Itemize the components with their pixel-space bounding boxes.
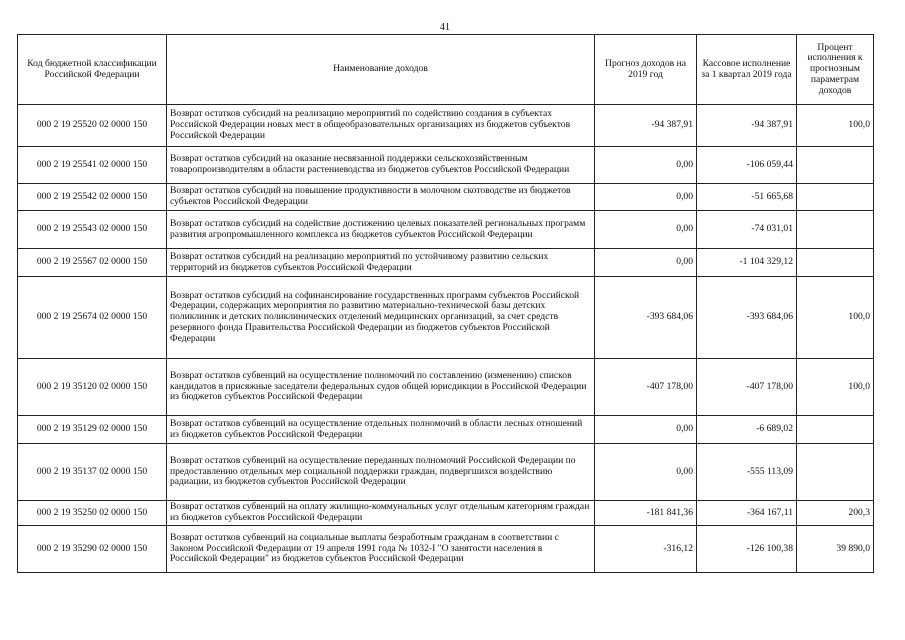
row-percent <box>797 184 874 211</box>
header-code: Код бюджетной классификации Российской Федерации <box>18 35 167 105</box>
table-row <box>18 211 874 249</box>
row-forecast: -407 178,00 <box>595 359 697 416</box>
row-percent: 39 890,0 <box>797 526 874 573</box>
revenue-table <box>17 34 874 573</box>
row-percent <box>797 211 874 249</box>
row-cash: -1 104 329,12 <box>697 249 797 277</box>
table-row <box>18 184 874 211</box>
row-forecast: -181 841,36 <box>595 501 697 526</box>
row-cash: -126 100,38 <box>697 526 797 573</box>
row-forecast: 0,00 <box>595 444 697 501</box>
header-cash: Кассовое исполнение за 1 квартал 2019 года <box>697 35 797 105</box>
row-name: Возврат остатков субвенций на оплату жилищно-коммунальных услуг отдельным категориям граждан из бюджетов субъектов Российской Федерации <box>167 501 595 526</box>
row-code: 000 2 19 35137 02 0000 150 <box>18 444 167 501</box>
row-percent <box>797 249 874 277</box>
row-forecast: 0,00 <box>595 147 697 184</box>
table-row <box>18 526 874 573</box>
table-row <box>18 105 874 147</box>
row-cash: -106 059,44 <box>697 147 797 184</box>
row-cash: -94 387,91 <box>697 105 797 147</box>
row-percent: 100,0 <box>797 105 874 147</box>
row-code: 000 2 19 25541 02 0000 150 <box>18 147 167 184</box>
table-row <box>18 501 874 526</box>
table-row <box>18 444 874 501</box>
row-forecast: 0,00 <box>595 211 697 249</box>
row-code: 000 2 19 25542 02 0000 150 <box>18 184 167 211</box>
row-percent <box>797 416 874 444</box>
table-row <box>18 359 874 416</box>
row-code: 000 2 19 35290 02 0000 150 <box>18 526 167 573</box>
page-number: 41 <box>440 22 450 33</box>
row-name: Возврат остатков субвенций на социальные выплаты безработным гражданам в соответствии с Законом Российской Федерации от 19 апреля 1991 года № 1032-I "О занятости населения в Российской Федерации" из бюджетов субъектов Российской Федерации <box>167 526 595 573</box>
row-name: Возврат остатков субвенций на осуществление полномочий по составлению (изменению) списков кандидатов в присяжные заседатели федеральных судов общей юрисдикции в Российской Федерации из бюджетов субъектов Российской Федерации <box>167 359 595 416</box>
row-cash: -555 113,09 <box>697 444 797 501</box>
header-forecast: Прогноз доходов на 2019 год <box>595 35 697 105</box>
table-row <box>18 147 874 184</box>
row-name: Возврат остатков субсидий на содействие достижению целевых показателей региональных программ развития агропромышленного комплекса из бюджетов субъектов Российской Федерации <box>167 211 595 249</box>
table-row <box>18 277 874 359</box>
row-name: Возврат остатков субсидий на реализацию мероприятий по устойчивому развитию сельских территорий из бюджетов субъектов Российской Федерации <box>167 249 595 277</box>
row-forecast: -316,12 <box>595 526 697 573</box>
row-name: Возврат остатков субвенций на осуществление переданных полномочий Российской Федерации по предоставлению отдельных мер социальной поддержки граждан, подвергшихся воздействию радиации, из бюджетов субъектов Российской Федерации <box>167 444 595 501</box>
row-code: 000 2 19 25567 02 0000 150 <box>18 249 167 277</box>
row-cash: -51 665,68 <box>697 184 797 211</box>
row-code: 000 2 19 25674 02 0000 150 <box>18 277 167 359</box>
row-percent <box>797 147 874 184</box>
row-percent: 200,3 <box>797 501 874 526</box>
row-cash: -407 178,00 <box>697 359 797 416</box>
row-name: Возврат остатков субвенций на осуществление отдельных полномочий в области лесных отношений из бюджетов субъектов Российской Федерации <box>167 416 595 444</box>
header-name: Наименование доходов <box>167 35 595 105</box>
row-percent <box>797 444 874 501</box>
row-cash: -74 031,01 <box>697 211 797 249</box>
row-name: Возврат остатков субсидий на реализацию мероприятий по содействию создания в субъектах Российской Федерации новых мест в общеобразовательных организациях из бюджетов субъектов Российской Федерации <box>167 105 595 147</box>
row-name: Возврат остатков субсидий на повышение продуктивности в молочном скотоводстве из бюджетов субъектов Российской Федерации <box>167 184 595 211</box>
row-percent: 100,0 <box>797 359 874 416</box>
row-percent: 100,0 <box>797 277 874 359</box>
row-cash: -6 689,02 <box>697 416 797 444</box>
row-forecast: -94 387,91 <box>595 105 697 147</box>
row-code: 000 2 19 25543 02 0000 150 <box>18 211 167 249</box>
row-forecast: 0,00 <box>595 249 697 277</box>
header-percent: Процент исполнения к прогнозным параметрам доходов <box>797 35 874 105</box>
table-header-row <box>18 35 874 105</box>
row-name: Возврат остатков субсидий на софинансирование государственных программ субъектов Российской Федерации, содержащих мероприятия по развитию материально-технической базы детских поликлиник и детских поликлинических отделений медицинских организаций, за счет средств резервного фонда Правительства Российской Федерации из бюджетов субъектов Российской Федерации <box>167 277 595 359</box>
table-row <box>18 416 874 444</box>
row-forecast: 0,00 <box>595 416 697 444</box>
row-cash: -364 167,11 <box>697 501 797 526</box>
row-name: Возврат остатков субсидий на оказание несвязанной поддержки сельскохозяйственным товаропроизводителям в области растениеводства из бюджетов субъектов Российской Федерации <box>167 147 595 184</box>
row-forecast: 0,00 <box>595 184 697 211</box>
row-code: 000 2 19 25520 02 0000 150 <box>18 105 167 147</box>
row-cash: -393 684,06 <box>697 277 797 359</box>
row-forecast: -393 684,06 <box>595 277 697 359</box>
row-code: 000 2 19 35129 02 0000 150 <box>18 416 167 444</box>
table-row <box>18 249 874 277</box>
row-code: 000 2 19 35120 02 0000 150 <box>18 359 167 416</box>
row-code: 000 2 19 35250 02 0000 150 <box>18 501 167 526</box>
